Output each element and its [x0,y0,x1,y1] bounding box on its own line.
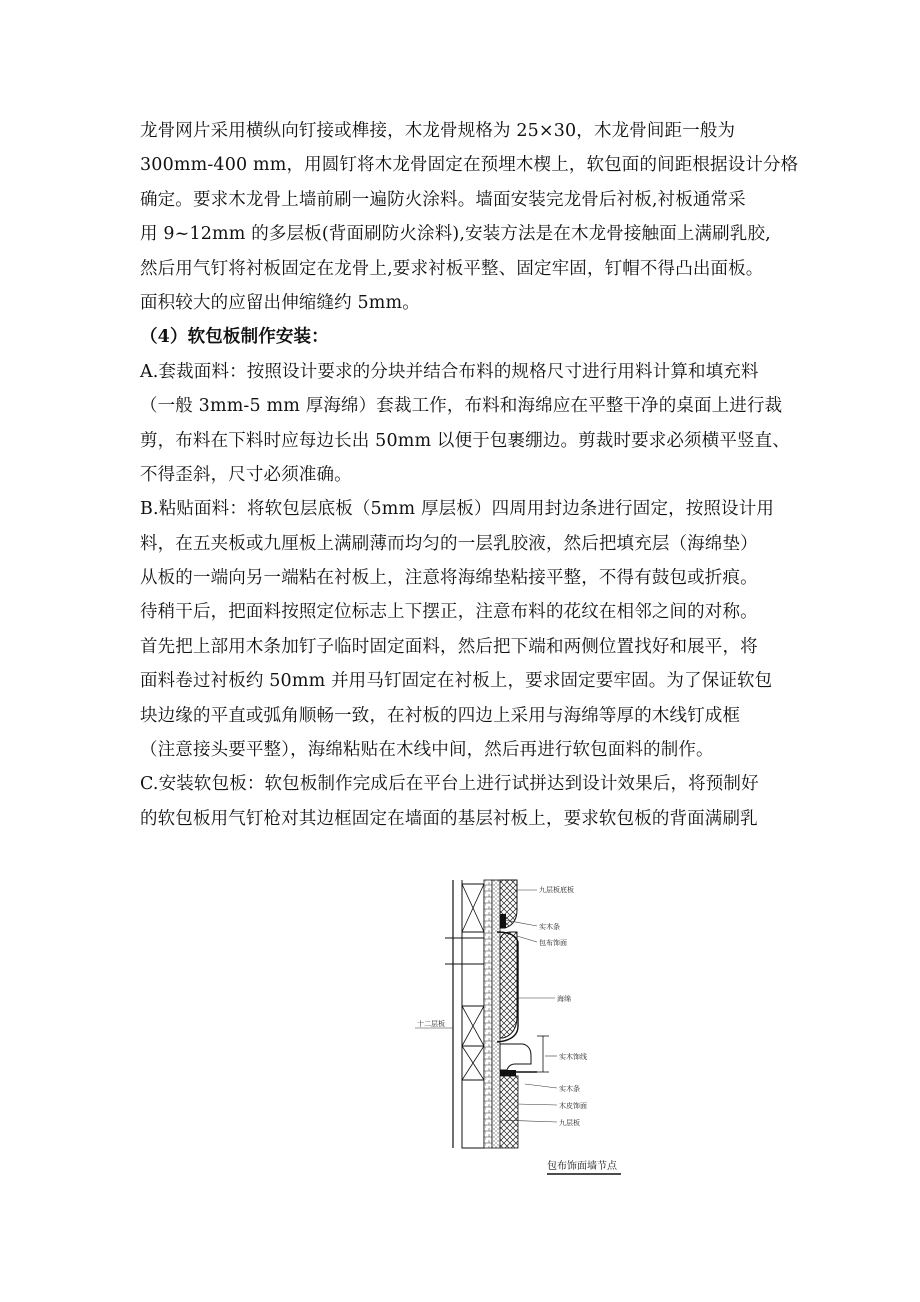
text-line: 的软包板用气钉枪对其边框固定在墙面的基层衬板上，要求软包板的背面满刷乳 [140,808,758,829]
text-line: 龙骨网片采用横纵向钉接或榫接，木龙骨规格为 25×30，木龙骨间距一般为 [140,121,736,141]
text-line: （注意接头要平整），海绵粘贴在木线中间，然后再进行软包面料的制作。 [140,740,714,761]
text-line: A.套裁面料：按照设计要求的分块并结合布料的规格尺寸进行用料计算和填充料 [140,361,759,382]
text-line: 料，在五夹板或九厘板上满刷薄而均匀的一层乳胶液，然后把填充层（海绵垫） [140,533,758,554]
nine-ply-board [492,880,500,1148]
label-wood-trim: 实木饰线 [559,1053,587,1061]
section-heading: （4）软包板制作安装： [140,327,329,348]
text-line: 首先把上部用木条加钉子临时固定面料，然后把下端和两侧位置找好和展平，将 [140,636,758,657]
wood-trim [500,1044,531,1070]
text-line: C.安装软包板：软包板制作完成后在平台上进行试拼达到设计效果后，将预制好 [140,774,759,795]
label-nine-ply: 九层板 [559,1119,580,1127]
text-line: 剪，布料在下料时应每边长出 50mm 以便于包裹绷边。剪裁时要求必须横平竖直、 [140,430,790,451]
text-line: 不得歪斜，尺寸必须准确。 [140,464,352,485]
soft-pack-main [500,932,517,1038]
text-line: 300mm-400 mm，用圆钉将木龙骨固定在预埋木楔上，软包面的间距根据设计分格 [140,155,799,176]
text-line: B.粘贴面料：将软包层底板（5mm 厚层板）四周用封边条进行固定，按照设计用 [140,499,775,520]
solid-wood-strip-bottom [500,1070,516,1076]
label-twelve-ply: 十二层板 [417,1020,445,1028]
soft-pack-lower [500,1076,518,1148]
text-line: 然后用气钉将衬板固定在龙骨上,要求衬板平整、固定牢固，钉帽不得凸出面板。 [140,258,764,279]
text-line: 面积较大的应留出伸缩缝约 5mm。 [140,292,420,313]
label-solid-wood-bottom: 实木条 [559,1085,580,1093]
text-line: 用 9~12mm 的多层板(背面刷防火涂料),安装方法是在木龙骨接触面上满刷乳胶, [140,224,771,245]
label-solid-wood-top: 实木条 [539,923,560,931]
text-line: 面料卷过衬板约 50mm 并用马钉固定在衬板上，要求固定要牢固。为了保证软包 [140,671,773,692]
text-line: 从板的一端向另一端粘在衬板上，注意将海绵垫粘接平整，不得有鼓包或折痕。 [140,568,758,589]
text-line: 块边缘的平直或弧角顺畅一致，在衬板的四边上采用与海绵等厚的木线钉成框 [140,705,741,726]
body-text [140,114,799,836]
keel-frame [462,884,484,1148]
solid-wood-strip [500,914,506,928]
figure-caption: 包布饰面墙节点 [547,1161,617,1172]
text-line: 待稍干后，把面料按照定位标志上下摆正，注意布料的花纹在相邻之间的对称。 [140,602,758,623]
twelve-ply-board [484,880,492,1148]
label-sponge: 海绵 [557,995,571,1003]
text-line: 确定。要求木龙骨上墙前刷一遍防火涂料。墙面安装完龙骨后衬板,衬板通常采 [140,189,746,210]
text-line: （一般 3mm-5 mm 厚海绵）套裁工作，布料和海绵应在平整干净的桌面上进行裁 [140,396,783,417]
label-veneer: 木皮饰面 [559,1102,587,1110]
label-fabric-facing: 包布饰面 [539,939,567,947]
wall-node-figure [405,876,665,1186]
wall-section-drawing [405,876,665,1186]
label-nine-ply-base: 九层板底板 [539,886,574,894]
